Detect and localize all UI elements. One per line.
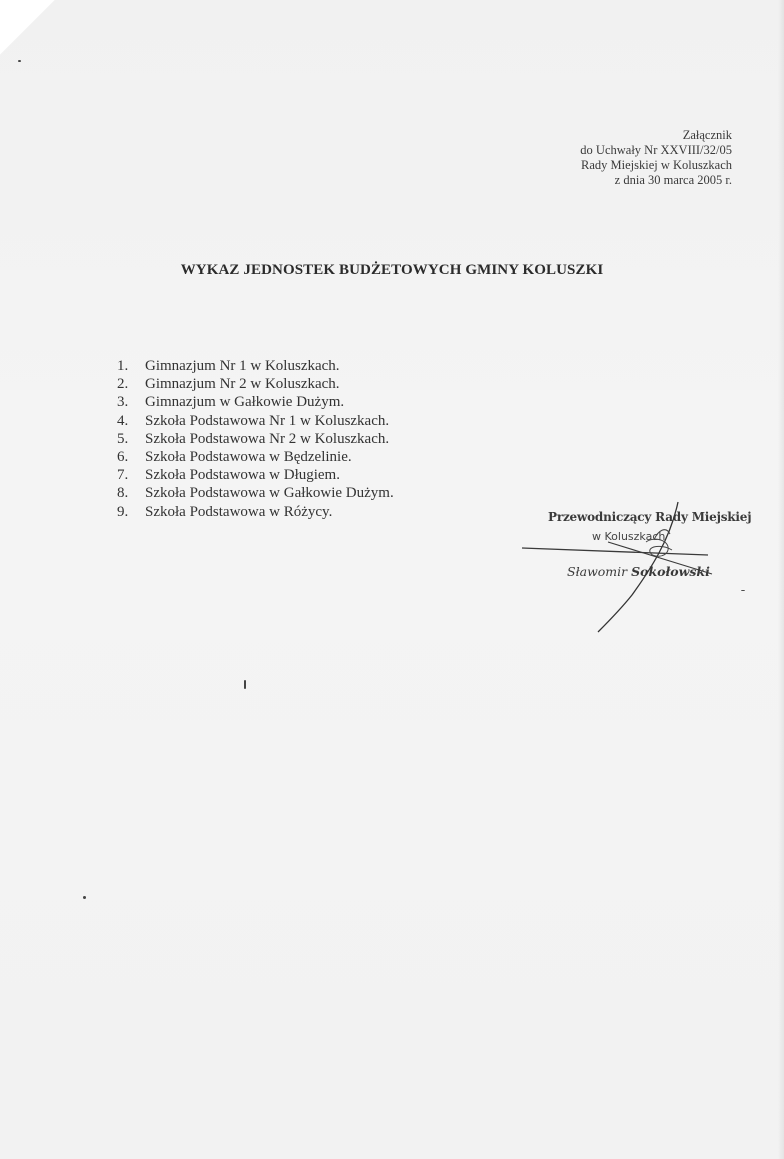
stamp-first-name: Sławomir <box>567 564 628 579</box>
list-item <box>117 375 394 393</box>
list-item <box>117 393 394 411</box>
item-number: 4. <box>117 412 129 429</box>
annex-header <box>580 128 732 188</box>
list-item <box>117 466 394 484</box>
list-item <box>117 412 394 430</box>
document-title: WYKAZ JEDNOSTEK BUDŻETOWYCH GMINY KOLUSZKI <box>180 262 604 278</box>
item-text: Gimnazjum Nr 1 w Koluszkach. <box>145 358 340 374</box>
list-item <box>117 448 394 466</box>
signature-stamp <box>520 500 770 635</box>
list-item <box>117 484 394 502</box>
list-item <box>117 357 394 375</box>
item-number: 2. <box>117 376 129 393</box>
item-text: Gimnazjum w Gałkowie Dużym. <box>145 394 345 411</box>
item-text: Szkoła Podstawowa w Różycy. <box>145 503 333 520</box>
resolution-reference: do Uchwały Nr XXVIII/32/05 <box>580 143 732 157</box>
item-number: 1. <box>117 358 129 374</box>
item-number: 3. <box>117 394 129 411</box>
item-number: 9. <box>117 503 129 520</box>
item-number: 5. <box>117 430 129 447</box>
item-number: 6. <box>117 449 129 466</box>
stamp-last-name: Sokołowski <box>631 564 710 579</box>
item-text: Szkoła Podstawowa w Długiem. <box>145 467 340 484</box>
handwritten-signature <box>520 500 770 635</box>
annex-label: Załącznik <box>682 128 732 142</box>
list-item <box>117 503 394 521</box>
stamp-role: Przewodniczący Rady Miejskiej <box>548 510 752 524</box>
list-item <box>117 430 394 448</box>
item-text: Szkoła Podstawowa w Gałkowie Dużym. <box>145 485 394 502</box>
council-name: Rady Miejskiej w Koluszkach <box>580 158 732 172</box>
item-number: 8. <box>117 485 129 502</box>
stamp-place: w Koluszkach <box>592 530 666 543</box>
page-corner-fold <box>0 0 60 60</box>
item-number: 7. <box>117 467 129 484</box>
page-edge-shadow <box>778 0 784 1159</box>
item-text: Szkoła Podstawowa Nr 2 w Koluszkach. <box>145 430 390 447</box>
item-text: Szkoła Podstawowa Nr 1 w Koluszkach. <box>145 412 390 429</box>
scan-speck <box>244 680 246 689</box>
scan-speck <box>18 60 21 62</box>
item-text: Szkoła Podstawowa w Będzelinie. <box>145 449 352 466</box>
resolution-date: z dnia 30 marca 2005 r. <box>614 173 732 187</box>
scan-speck <box>83 896 86 899</box>
item-text: Gimnazjum Nr 2 w Koluszkach. <box>145 376 340 393</box>
budget-units-list <box>117 357 394 521</box>
